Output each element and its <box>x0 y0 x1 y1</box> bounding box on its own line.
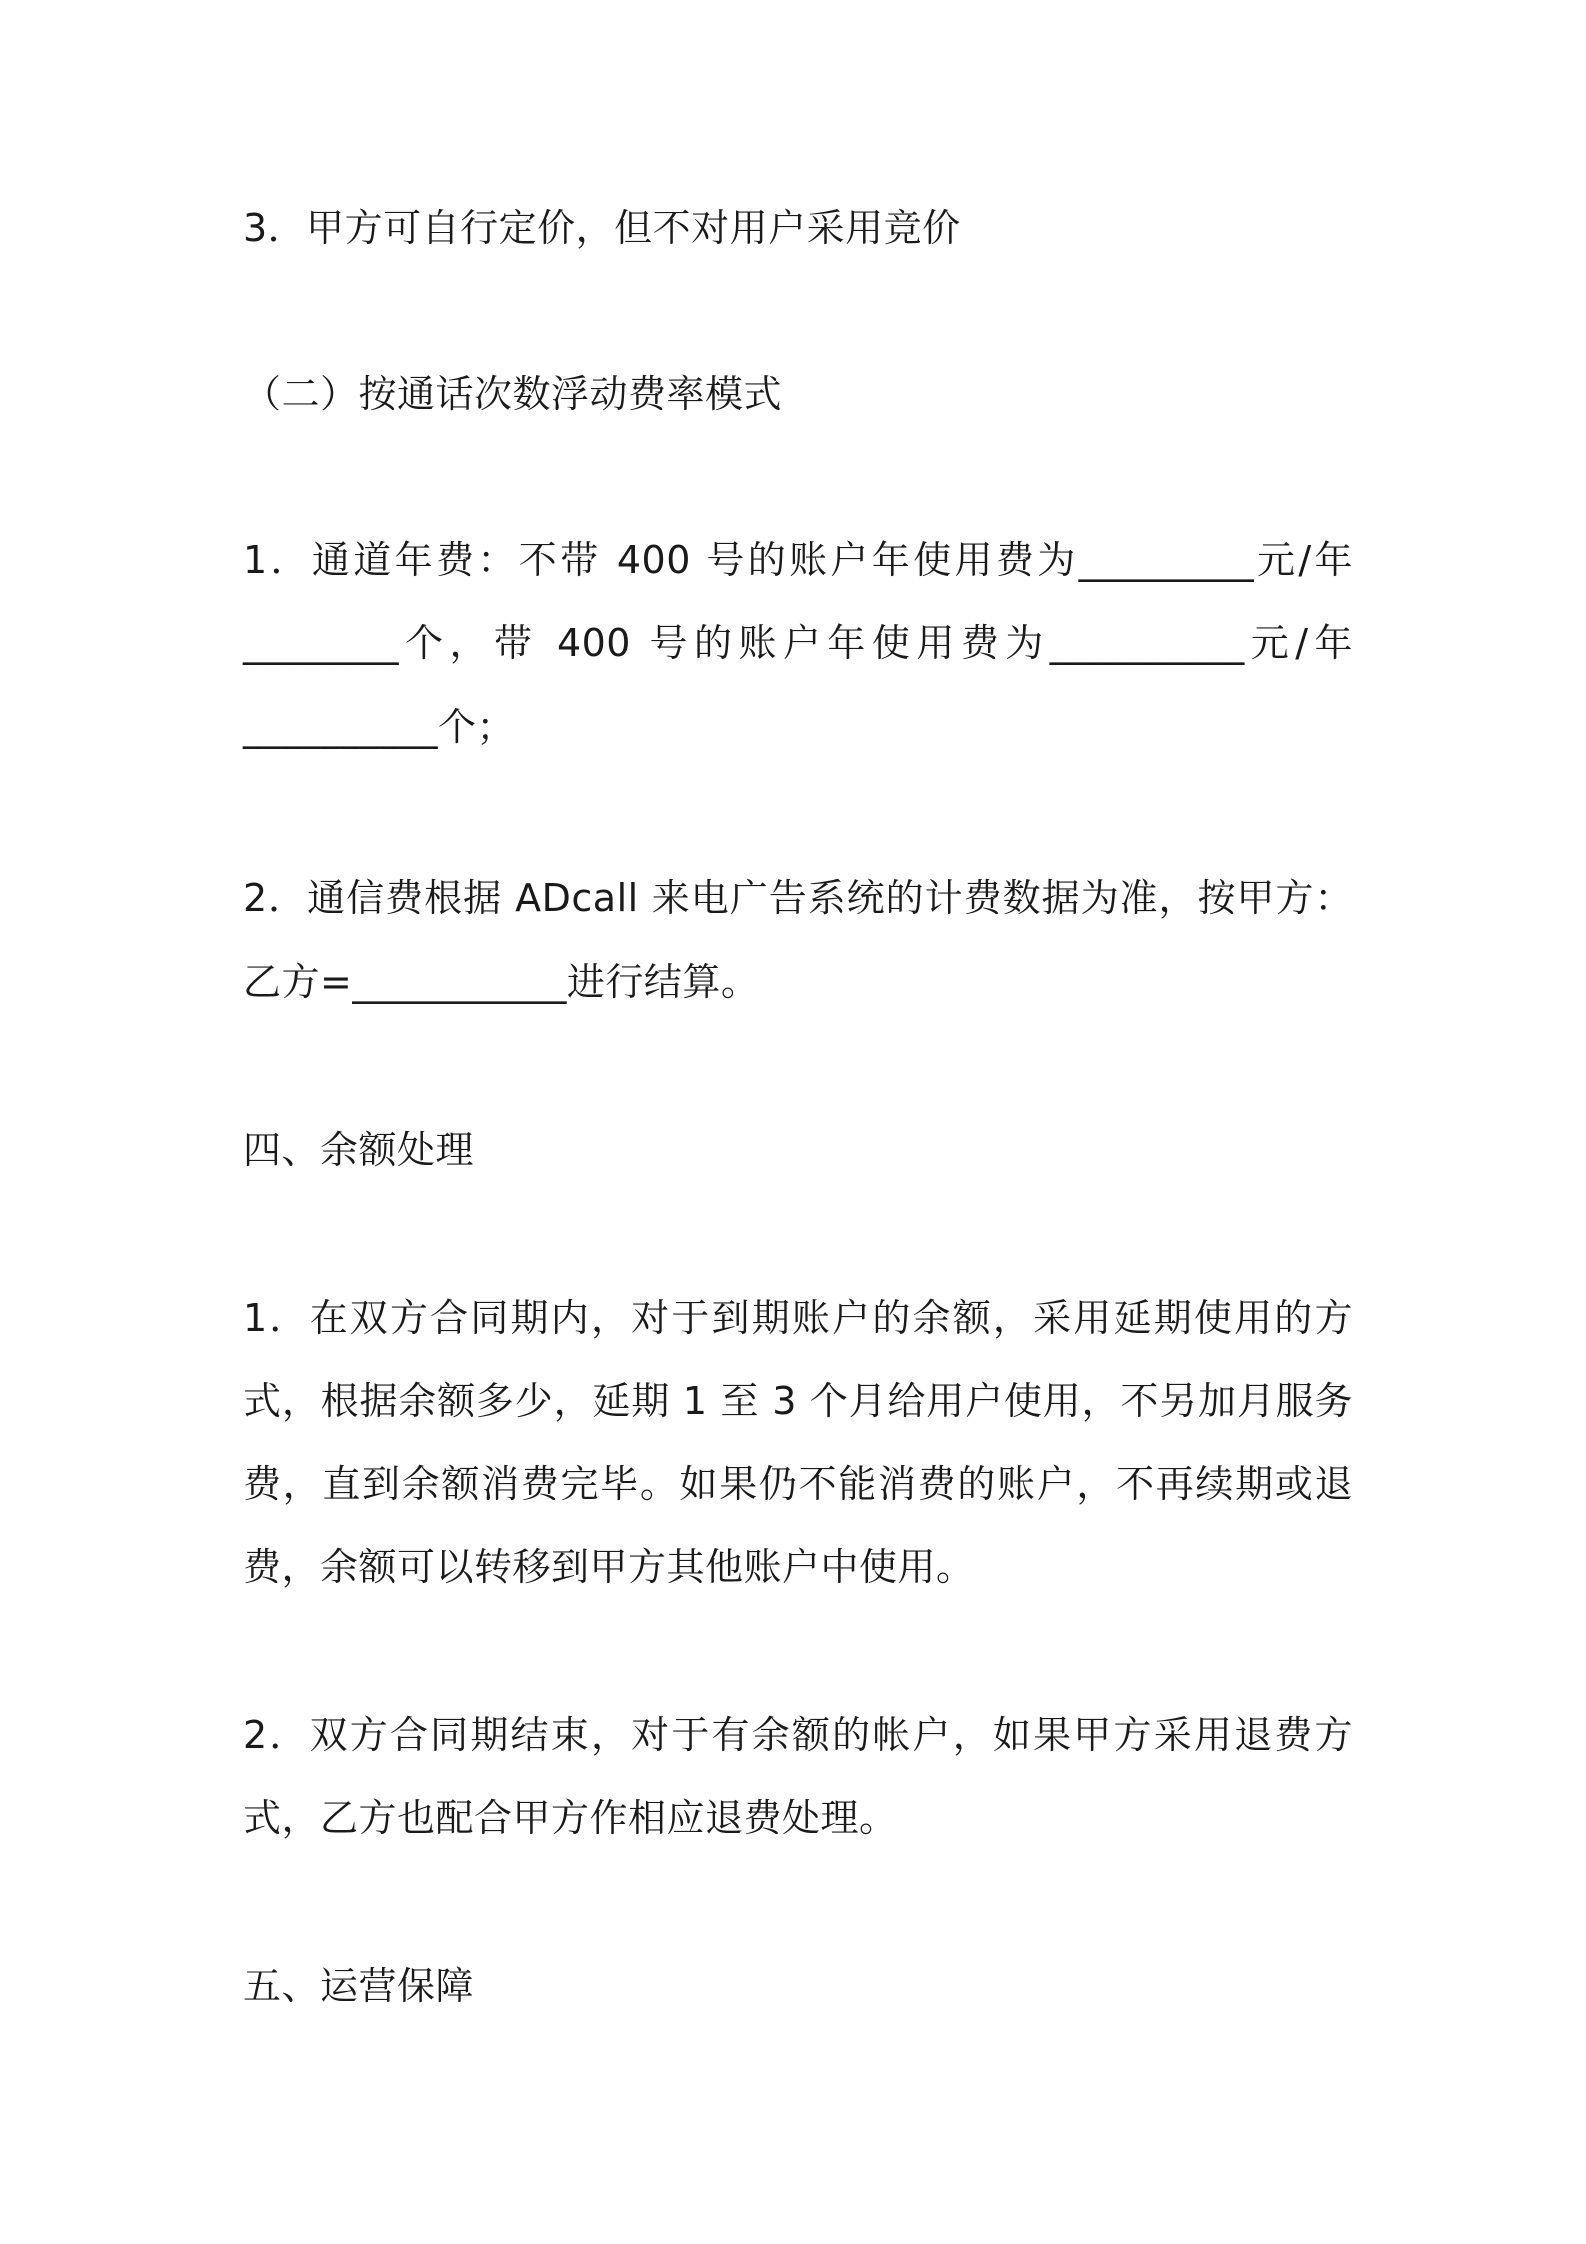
balance-1-line-1: 1．在双方合同期内，对于到期账户的余额，采用延期使用的方 <box>243 1296 1353 1340</box>
item-2-line-2: 乙方=___________进行结算。 <box>243 960 760 1004</box>
item-1-line-1: 1．通道年费：不带 400 号的账户年使用费为_________元/年 <box>243 538 1353 582</box>
item-3-pricing: 3．甲方可自行定价，但不对用户采用竞价 <box>243 206 961 250</box>
item-2-line-1: 2．通信费根据 ADcall 来电广告系统的计费数据为准，按甲方： <box>243 876 1353 920</box>
chapter-4-title: 四、余额处理 <box>243 1128 475 1172</box>
balance-2-line-1: 2．双方合同期结束，对于有余额的帐户，如果甲方采用退费方 <box>243 1713 1353 1757</box>
balance-2-line-2: 式，乙方也配合甲方作相应退费处理。 <box>243 1796 898 1840</box>
item-1-line-3: __________个； <box>243 705 516 749</box>
item-1-line-2: ________个，带 400 号的账户年使用费为__________元/年 <box>243 621 1353 665</box>
balance-1-line-2: 式，根据余额多少，延期 1 至 3 个月给用户使用，不另加月服务 <box>243 1379 1353 1423</box>
balance-1-line-4: 费，余额可以转移到甲方其他账户中使用。 <box>243 1545 975 1589</box>
section-2-title: （二）按通话次数浮动费率模式 <box>243 372 783 416</box>
balance-1-line-3: 费，直到余额消费完毕。如果仍不能消费的账户，不再续期或退 <box>243 1462 1353 1506</box>
chapter-5-title: 五、运营保障 <box>243 1964 475 2008</box>
